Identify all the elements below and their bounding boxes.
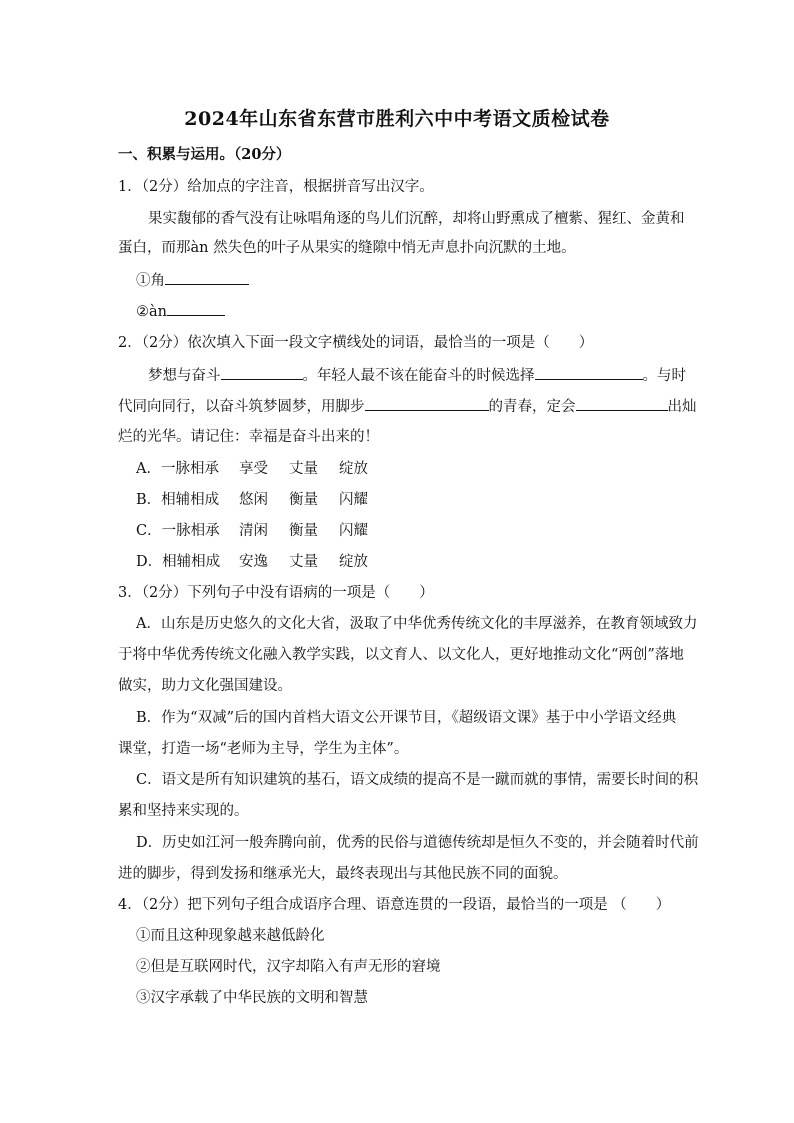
q1-answer-1: [136, 270, 249, 291]
q1-passage-segment: 蛋白，而那: [118, 240, 191, 256]
option-word: 闪耀: [339, 523, 368, 539]
q2-option-a[interactable]: [136, 459, 368, 479]
q2-text: 代同向同行，以奋斗筑梦圆梦，用脚步: [118, 399, 365, 415]
q2-passage-line1: [148, 365, 686, 386]
option-word: 清闲: [239, 523, 268, 539]
page-title: 2024年山东省东营市胜利六中中考语文质检试卷: [184, 108, 610, 130]
q1-passage-segment: 然失色的叶子从果实的缝隙中悄无声息扑向沉默的土地。: [208, 240, 576, 256]
option-word: A．一脉相承: [136, 461, 219, 477]
answer-blank[interactable]: [221, 365, 303, 380]
option-word: 丈量: [289, 554, 318, 570]
q2-text: 。与时: [642, 368, 686, 384]
q3-option-c-line1[interactable]: C．语文是所有知识建筑的基石，语文成绩的提高不是一蹴而就的事情，需要长时间的积: [136, 772, 699, 788]
q4-sentence-1: ①而且这种现象越来越低龄化: [136, 928, 325, 944]
option-word: 衡量: [289, 492, 318, 508]
q1-answer-label: ①角: [136, 273, 165, 289]
q3-option-b-line2: 课堂，打造一场“老师为主导，学生为主体”。: [118, 741, 409, 757]
q1-passage-text: 果实馥郁的香气没有让咏唱角逐的鸟儿们沉醉，却将山野熏成了檀紫、猩红、金黄和: [148, 211, 685, 227]
option-word: 绽放: [339, 554, 368, 570]
option-word: 绽放: [339, 461, 368, 477]
q3-option-d-line1[interactable]: D．历史如江河一般奔腾向前，优秀的民俗与道德传统却是恒久不变的，并会随着时代前: [136, 835, 699, 851]
q1-answer-label: ②àn: [136, 304, 167, 320]
q2-text: 出灿: [667, 399, 697, 415]
q1-passage-line2: [118, 238, 576, 258]
answer-blank[interactable]: [165, 270, 249, 285]
q3-option-b-line1[interactable]: B．作为“双减”后的国内首档大语文公开课节目，《超级语文课》基于中小学语文经典: [136, 710, 677, 726]
answer-blank[interactable]: [576, 396, 668, 411]
q3-option-a-line2: 于将中华优秀传统文化融入教学实践，以文育人、以文化人，更好地推动文化“两创”落地: [118, 647, 684, 663]
q4-sentence-2: ②但是互联网时代，汉字却陷入有声无形的窘境: [136, 959, 441, 975]
q2-option-c[interactable]: [136, 521, 368, 541]
q1-stem: 1．（2分）给加点的字注音，根据拼音写出汉字。: [118, 179, 434, 195]
q2-passage-line3: 烂的光华。请记住：幸福是奋斗出来的！: [118, 429, 379, 445]
answer-blank[interactable]: [167, 301, 225, 316]
q2-option-b[interactable]: [136, 490, 368, 510]
option-word: 闪耀: [339, 492, 368, 508]
q4-stem: 4．（2分）把下列句子组合成语序合理、语意连贯的一段语，最恰当的一项是 （ ）: [118, 897, 671, 913]
q2-option-d[interactable]: [136, 552, 368, 572]
answer-blank[interactable]: [365, 396, 489, 411]
q3-stem: 3．（2分）下列句子中没有语病的一项是（ ）: [118, 585, 434, 601]
q2-text: 梦想与奋斗: [148, 368, 221, 384]
q2-text: 的青春，定会: [488, 399, 576, 415]
q3-option-d-line2: 进的脚步，得到发扬和继承光大，最终表现出与其他民族不同的面貌。: [118, 866, 568, 882]
q1-pinyin: àn: [190, 240, 209, 256]
q2-text: 。年轻人最不该在能奋斗的时候选择: [302, 368, 535, 384]
q3-option-a-line3: 做实，助力文化强国建设。: [118, 678, 292, 694]
option-word: 丈量: [289, 461, 318, 477]
option-word: 安逸: [239, 554, 268, 570]
section-heading: 一、积累与运用。（20分）: [118, 146, 291, 163]
q1-answer-2: [136, 301, 225, 322]
q1-passage-line1: [148, 209, 685, 229]
option-word: 享受: [239, 461, 268, 477]
option-word: B．相辅相成: [136, 492, 220, 508]
q2-passage-line2: [118, 396, 697, 417]
q2-stem: 2．（2分）依次填入下面一段文字横线处的词语，最恰当的一项是（ ）: [118, 335, 594, 351]
q3-option-c-line2: 累和坚持来实现的。: [118, 803, 249, 819]
option-word: D．相辅相成: [136, 554, 221, 570]
answer-blank[interactable]: [535, 365, 643, 380]
option-word: 衡量: [289, 523, 318, 539]
option-word: C．一脉相承: [136, 523, 220, 539]
q3-option-a-line1[interactable]: A．山东是历史悠久的文化大省，汲取了中华优秀传统文化的丰厚滋养，在教育领域致力: [136, 616, 698, 632]
q4-sentence-3: ③汉字承载了中华民族的文明和智慧: [136, 990, 368, 1006]
option-word: 悠闲: [239, 492, 268, 508]
